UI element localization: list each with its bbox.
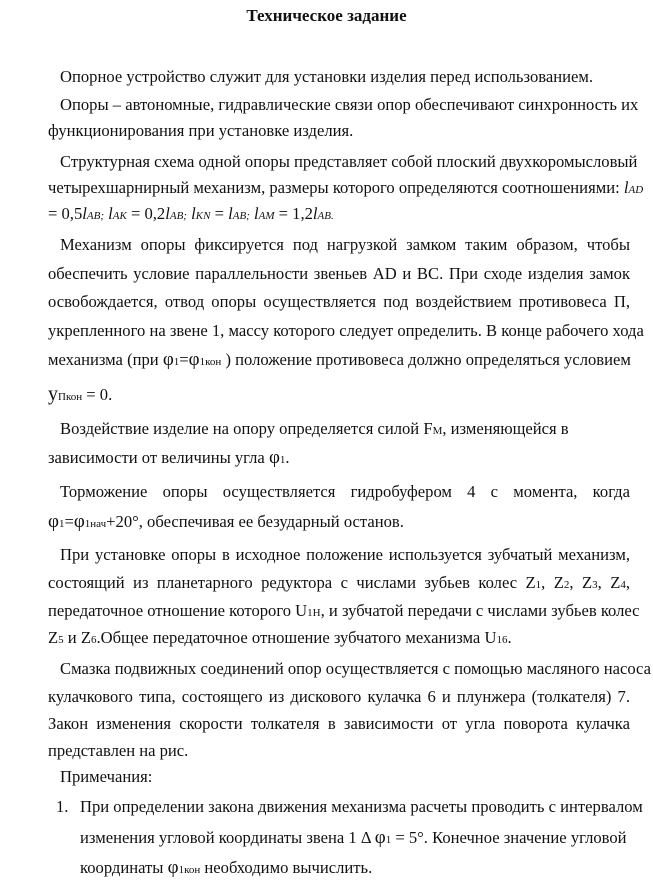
paragraph-8-line-4: представлен на рис. <box>48 741 189 760</box>
text: , изменяющейся в <box>442 419 569 438</box>
subscript: 1кон <box>199 356 222 368</box>
subscript: 1 <box>279 454 286 466</box>
text: передаточное отношение которого U <box>48 601 308 620</box>
paragraph-3-line-2 <box>48 177 644 201</box>
y-symbol: y <box>48 383 58 405</box>
text: . <box>285 448 290 467</box>
subscript: AD <box>628 184 644 196</box>
subscript: 6 <box>90 634 97 646</box>
text: = 0,5 <box>48 204 83 223</box>
paragraph-7-line-3 <box>48 600 640 624</box>
text: = 5°. Конечное значение угловой <box>395 828 627 847</box>
text: зависимости от величины угла <box>48 448 265 467</box>
text: = 1,2 <box>278 204 313 223</box>
text: координаты <box>80 858 164 877</box>
phi-symbol: φ <box>162 349 174 370</box>
paragraph-4-line-4: укрепленного на звене 1, массу которого следует определить. В конце рабочего хода <box>48 321 644 340</box>
text: , <box>625 573 631 592</box>
subscript: 4 <box>620 579 626 591</box>
paragraph-3-line-3 <box>48 203 630 227</box>
notes-heading: Примечания: <box>60 767 153 786</box>
paragraph-4-line-1: Механизм опоры фиксируется под нагрузкой замком таким образом, чтобы <box>60 235 630 254</box>
text: = <box>214 204 224 223</box>
subscript: 16 <box>496 634 508 646</box>
paragraph-4-line-5 <box>48 349 630 373</box>
paragraph-8-line-2: кулачкового типа, состоящего из дискового кулачка 6 и плунжера (толкателя) 7. <box>48 687 630 706</box>
subscript: Пкон <box>58 391 83 403</box>
symbol-l: l <box>191 204 196 223</box>
symbol-l: l <box>312 204 318 223</box>
symbol-l: l <box>108 204 113 223</box>
paragraph-1-line-1: Опорное устройство служит для установки изделия перед использованием. <box>60 67 594 86</box>
text: . <box>507 628 512 647</box>
subscript: 1 <box>535 579 542 591</box>
subscript: AB; <box>169 210 187 222</box>
symbol-l: l <box>82 204 87 223</box>
subscript: AB; <box>86 210 104 222</box>
paragraph-2-line-1: Опоры – автономные, гидравлические связи опор обеспечивают синхронность их <box>60 95 639 114</box>
subscript: 5 <box>58 634 64 646</box>
text: , Z <box>597 573 621 592</box>
subscript: KN <box>195 210 211 222</box>
phi-symbol: φ <box>73 511 85 532</box>
paragraph-8-line-1: Смазка подвижных соединений опор осуществляется с помощью масляного насоса <box>60 659 651 678</box>
phi-symbol: φ <box>167 857 179 878</box>
notes-item-1-line-2 <box>80 827 630 851</box>
subscript: 1H <box>307 607 321 619</box>
paragraph-4-line-6 <box>48 383 630 408</box>
notes-item-1-line-1: При определении закона движения механизма расчеты проводить с интервалом <box>80 797 643 816</box>
paragraph-6-line-2 <box>48 511 630 535</box>
text: = <box>64 512 74 531</box>
subscript: AB. <box>317 210 334 222</box>
symbol-l: l <box>254 204 259 223</box>
text: , Z <box>541 573 564 592</box>
notes-item-1-number: 1. <box>56 797 69 816</box>
paragraph-6-line-1: Торможение опоры осуществляется гидробуфером 4 с момента, когда <box>60 482 630 501</box>
text: .Общее передаточное отношение зубчатого механизма U <box>96 628 497 647</box>
text: , Z <box>569 573 593 592</box>
subscript: AM <box>258 210 275 222</box>
text: , и зубчатой передачи с числами зубьев колес <box>320 601 640 620</box>
text: = <box>179 350 189 369</box>
text: и Z <box>67 628 91 647</box>
paragraph-7-line-2 <box>48 572 630 596</box>
notes-item-1-line-3 <box>80 857 630 881</box>
text: Z <box>48 628 59 647</box>
subscript: 1 <box>173 356 180 368</box>
subscript: AB; <box>232 210 250 222</box>
subscript: 2 <box>563 579 570 591</box>
subscript: 3 <box>592 579 598 591</box>
paragraph-4-line-3: освобождается, отвод опоры осуществляется под воздействием противовеса П, <box>48 292 630 311</box>
text: Воздействие изделие на опору определяется силой F <box>60 419 433 438</box>
symbol-l: l <box>165 204 170 223</box>
paragraph-5-line-2 <box>48 447 630 471</box>
paragraph-7-line-4 <box>48 627 630 651</box>
subscript: М <box>432 425 443 437</box>
phi-symbol: φ <box>268 447 280 468</box>
phi-symbol: φ <box>374 827 386 848</box>
paragraph-2-line-2: функционирования при установке изделия. <box>48 121 354 140</box>
text: = 0,2 <box>130 204 166 223</box>
subscript: AK <box>112 210 127 222</box>
page-title: Техническое задание <box>246 6 407 25</box>
subscript: 1нач <box>84 518 107 530</box>
text: ) положение противовеса должно определяться условием <box>225 350 631 369</box>
symbol-l: l <box>623 178 629 197</box>
paragraph-4-line-2: обеспечить условие параллельности звеньев AD и BC. При сходе изделия замок <box>48 264 630 283</box>
subscript: 1 <box>58 518 65 530</box>
paragraph-3-line-1: Структурная схема одной опоры представляет собой плоский двухкоромысловый <box>60 152 638 171</box>
paragraph-5-line-1 <box>60 418 630 442</box>
text: необходимо вычислить. <box>204 858 373 877</box>
text: = 0. <box>86 385 113 404</box>
text: состоящий из планетарного редуктора с числами зубьев колес Z <box>48 573 536 592</box>
text: механизма (при <box>48 350 159 369</box>
subscript: 1кон <box>178 864 201 876</box>
phi-symbol: φ <box>188 349 200 370</box>
paragraph-7-line-1: При установке опоры в исходное положение используется зубчатый механизм, <box>60 545 630 564</box>
text: изменения угловой координаты звена 1 Δ <box>80 828 371 847</box>
text: четырехшарнирный механизм, размеры которого определяются соотношениями: <box>48 178 620 197</box>
symbol-l: l <box>228 204 233 223</box>
text: +20°, обеспечивая ее безударный останов. <box>106 512 404 531</box>
phi-symbol: φ <box>48 511 59 532</box>
subscript: 1 <box>385 834 392 846</box>
paragraph-8-line-3: Закон изменения скорости толкателя в зависимости от угла поворота кулачка <box>48 714 630 733</box>
